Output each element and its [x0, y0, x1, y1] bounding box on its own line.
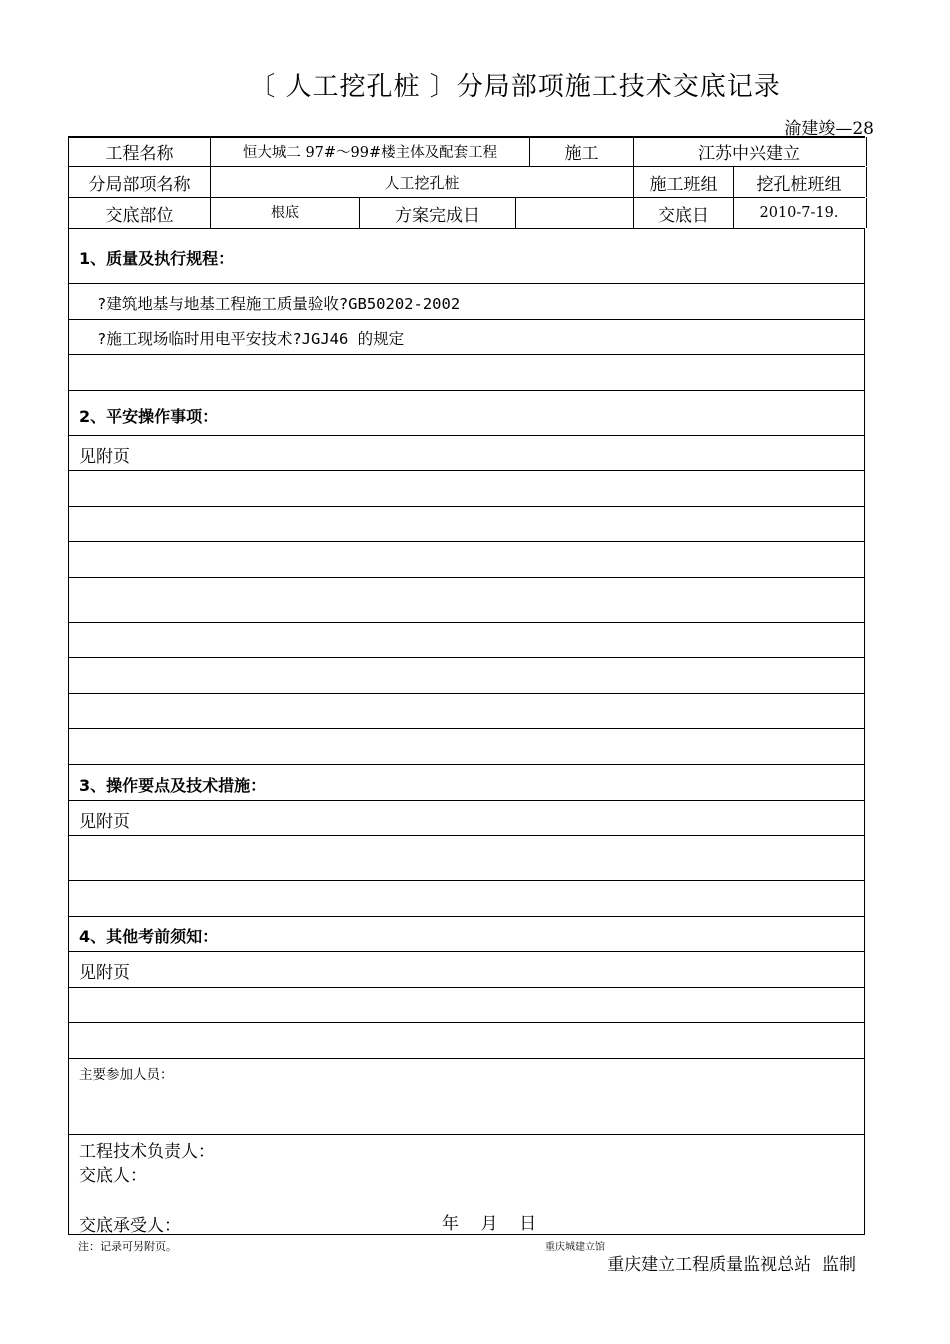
- contractor-label: 施工: [530, 137, 634, 166]
- section-3-header: [68, 765, 865, 800]
- section-2-row-9: [68, 729, 865, 764]
- section-1-row-1: [68, 284, 865, 319]
- section-2-row-1: [68, 436, 865, 470]
- team-label: 施工班组: [634, 167, 734, 197]
- item-name-value: 人工挖孔桩: [211, 167, 634, 197]
- participants-label: 主要参加人员：: [79, 1067, 174, 1083]
- receiver-label: 交底承受人：: [79, 1216, 181, 1236]
- section-4-content: 见附页: [79, 963, 130, 983]
- section-2-header: [68, 391, 865, 435]
- plan-date-label: 方案完成日: [360, 198, 516, 228]
- standard-jgj46: ?施工现场临时用电平安技术?JGJ46 的规定: [97, 330, 405, 348]
- form-bottom-border: [68, 1234, 865, 1235]
- header-row-2: [68, 167, 867, 197]
- section-4-row-2: [68, 988, 865, 1022]
- project-name-label: 工程名称: [69, 137, 211, 166]
- footer-supervisor: 重庆建立工程质量监视总站 监制: [607, 1255, 856, 1275]
- section-2-row-3: [68, 507, 865, 541]
- section-3-row-2: [68, 836, 865, 880]
- page-title: 〔 人工挖孔桩 〕分局部项施工技术交底记录: [249, 72, 781, 102]
- participants-row: [68, 1059, 865, 1134]
- section-2-row-2: [68, 471, 865, 506]
- disclosure-date-value: 2010-7-19.: [759, 205, 839, 221]
- project-name-value: 恒大城二 97#～99#楼主体及配套工程: [211, 137, 530, 166]
- contractor-value: 江苏中兴建立: [698, 144, 800, 164]
- sign-date-label: 年 月 日: [442, 1214, 537, 1234]
- header-row-3: [68, 198, 867, 228]
- section-2-row-8: [68, 694, 865, 728]
- section-2-row-4: [68, 542, 865, 577]
- section-3-title: 3、操作要点及技术措施：: [79, 776, 267, 795]
- disclosure-form: [68, 136, 865, 1236]
- footer-publisher: 重庆城建立馆: [545, 1242, 605, 1253]
- standard-gb50202: ?建筑地基与地基工程施工质量验收?GB50202-2002: [97, 295, 461, 313]
- header-row-1: [68, 137, 867, 166]
- section-4-title: 4、其他考前须知：: [79, 927, 219, 946]
- section-2-content: 见附页: [79, 447, 130, 467]
- disclosure-date-label: 交底日: [634, 198, 734, 228]
- footer-note: 注：记录可另附页。: [78, 1240, 177, 1253]
- tech-lead-label: 工程技术负责人：: [79, 1142, 215, 1162]
- section-4-row-3: [68, 1023, 865, 1058]
- form-number: 渝建竣—28: [784, 119, 874, 139]
- part-label: 交底部位: [69, 198, 211, 228]
- plan-date-value: [516, 198, 634, 228]
- section-3-row-1: [68, 801, 865, 835]
- section-2-row-6: [68, 623, 865, 657]
- section-2-row-5: [68, 578, 865, 622]
- section-1-row-2: [68, 320, 865, 354]
- item-name-label: 分局部项名称: [69, 167, 211, 197]
- team-value: 挖孔桩班组: [756, 174, 842, 195]
- signatures-row: [68, 1135, 865, 1234]
- section-3-content: 见附页: [79, 812, 130, 832]
- section-4-row-1: [68, 952, 865, 987]
- section-1-header: [68, 229, 865, 283]
- section-2-row-7: [68, 658, 865, 693]
- part-value: 根底: [211, 198, 360, 228]
- section-1-title: 1、质量及执行规程：: [79, 249, 235, 268]
- section-2-title: 2、平安操作事项：: [79, 407, 219, 426]
- section-4-header: [68, 917, 865, 951]
- section-1-row-3: [68, 355, 865, 390]
- discloser-label: 交底人：: [79, 1166, 147, 1186]
- section-3-row-3: [68, 881, 865, 916]
